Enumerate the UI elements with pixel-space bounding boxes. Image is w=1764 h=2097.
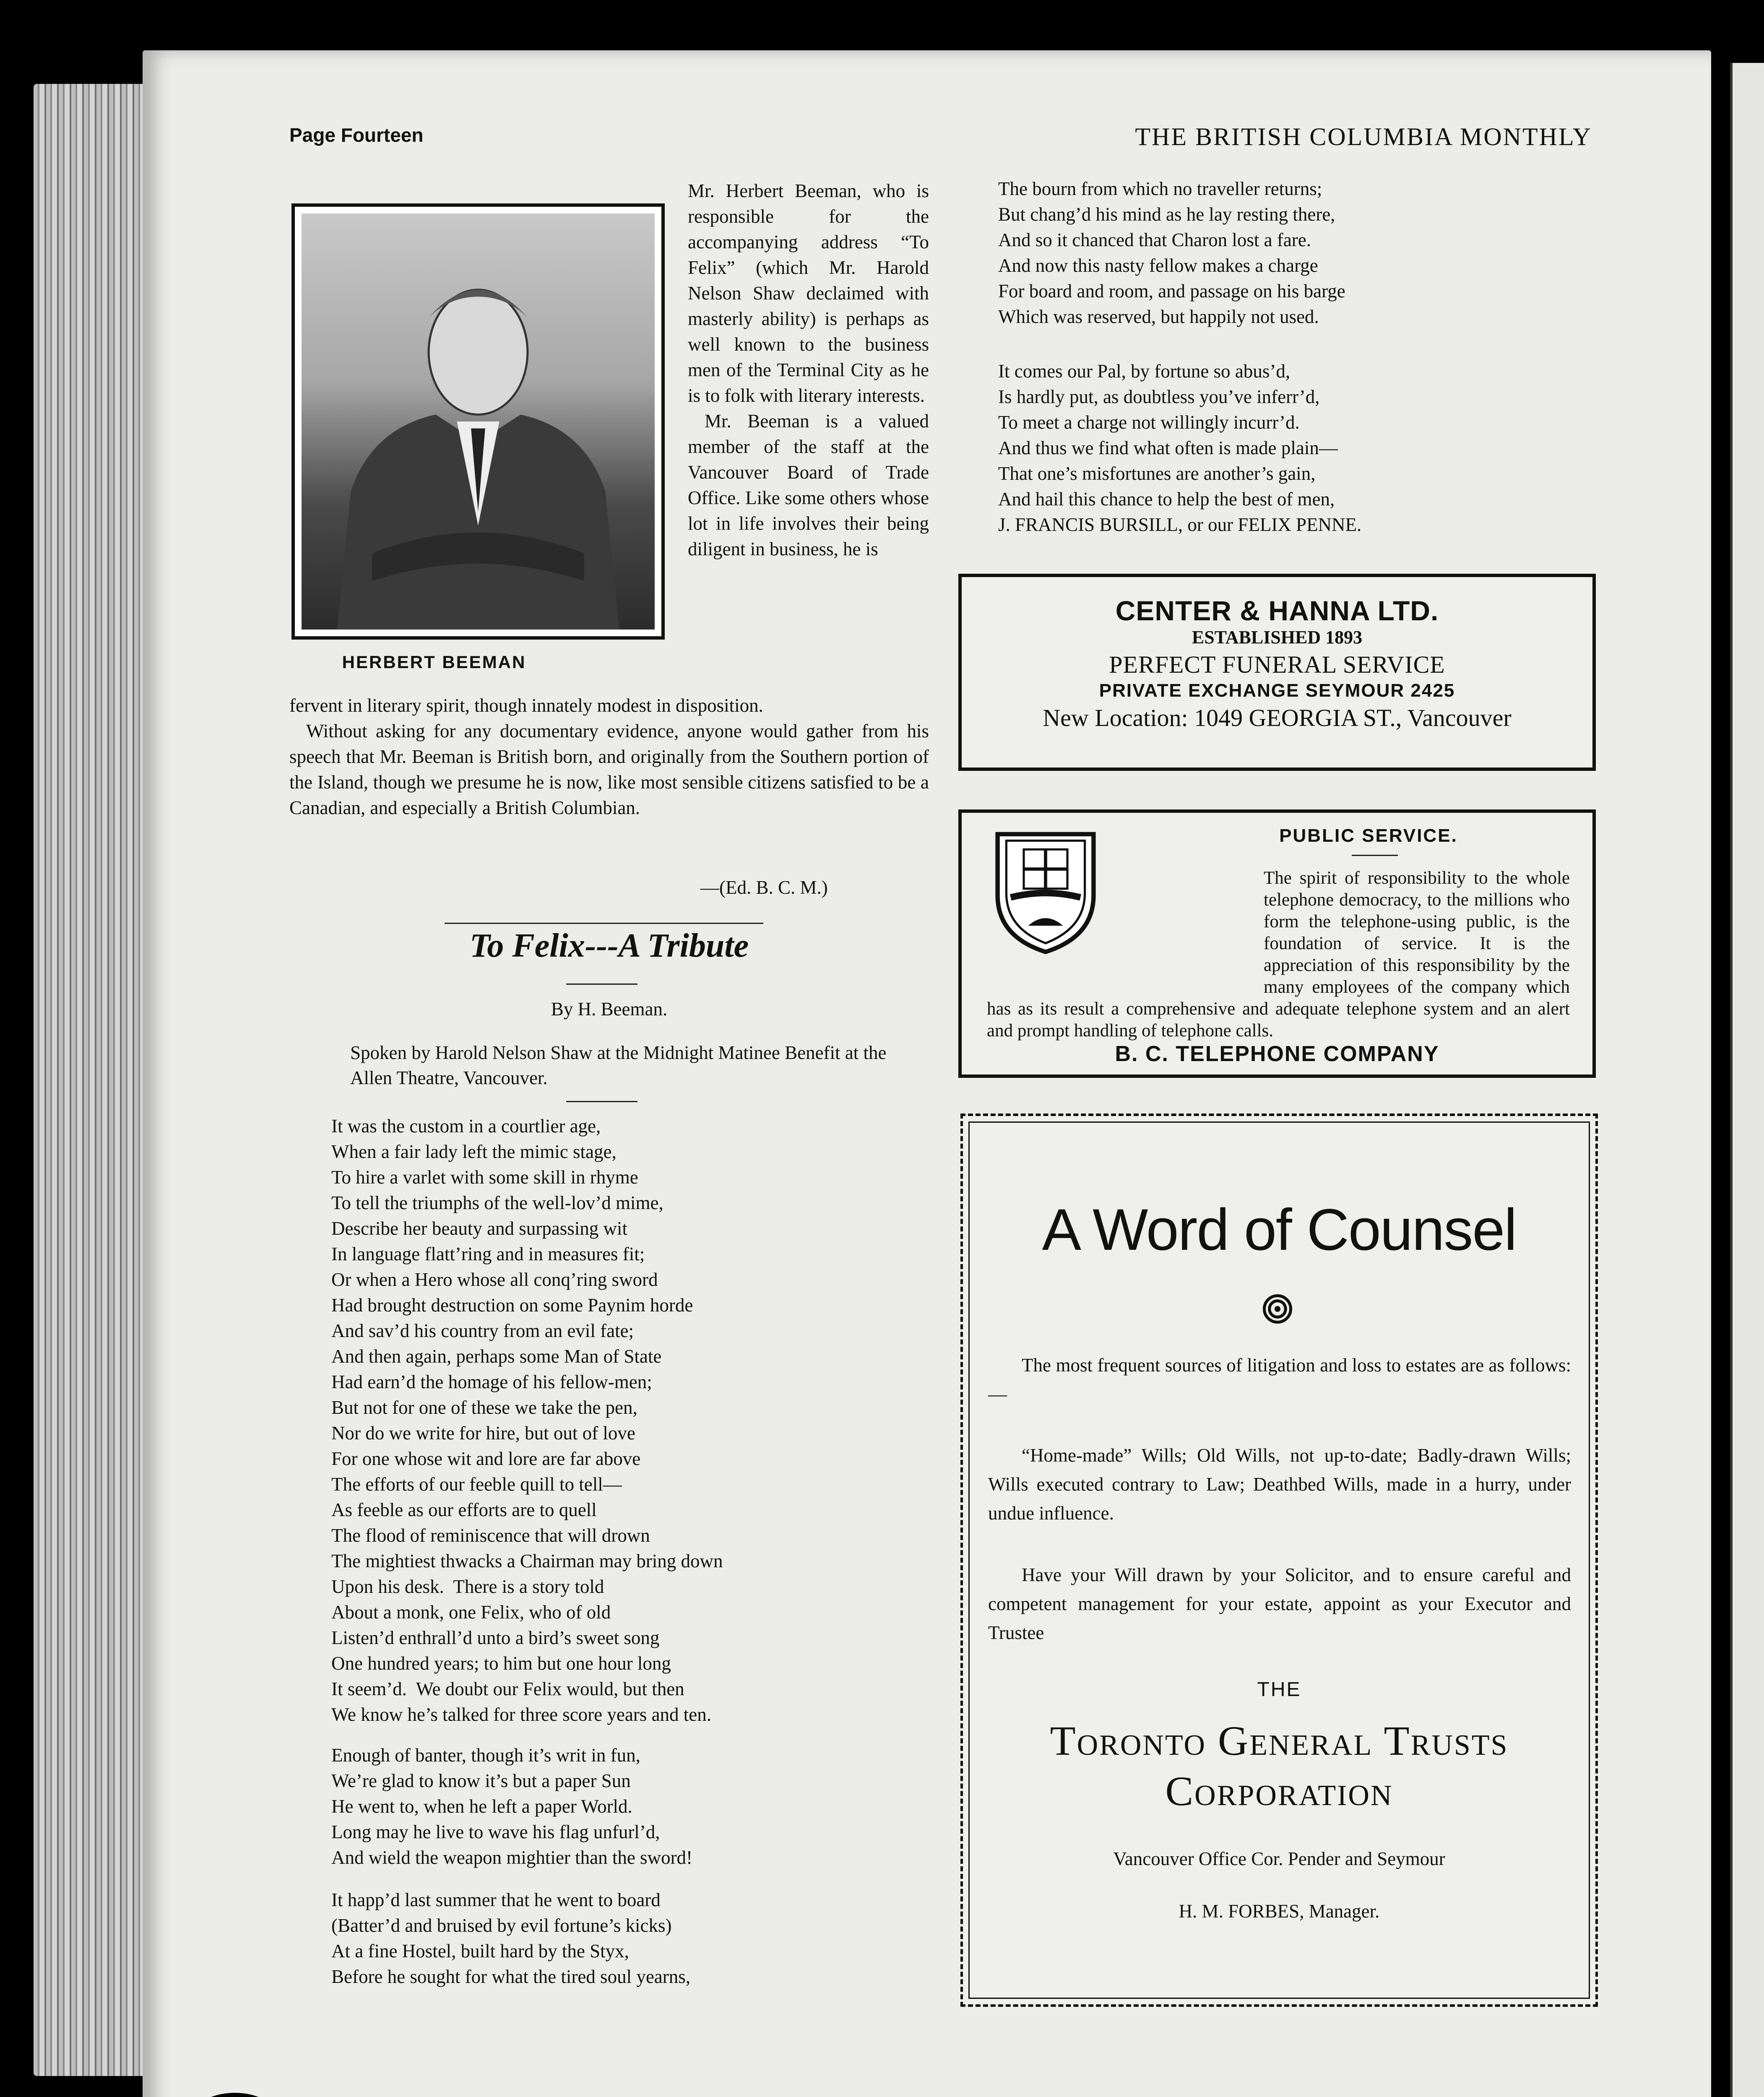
- page-number-label: Page Fourteen: [289, 124, 424, 146]
- intro-side-text: [688, 178, 929, 562]
- ad-trusts-office: Vancouver Office Cor. Pender and Seymour: [1113, 1848, 1445, 1869]
- intro-paragraph: Mr. Beeman is a valued member of the staff at the Vancouver Board of Trade Office. Like some others whose lot in life involves their being diligent in business, he is: [688, 411, 929, 559]
- poem-stanza: It comes our Pal, by fortune so abus’d, Is hardly put, as doubtless you’ve inferr’d, To meet a charge not willingly incurr’d. And thus we find what often is made plain— That one’s misfortunes are another’s gain, And hail this chance to help the best of men, J. FRANCIS BURSILL, or our FELIX PENNE.: [998, 361, 1362, 535]
- book-page-edges: [34, 84, 159, 2076]
- ad-established: ESTABLISHED 1893: [1192, 627, 1363, 648]
- ad-trusts-paragraph: The most frequent sources of litigation and loss to estates are as follows:—: [988, 1355, 1571, 1405]
- portrait-caption: HERBERT BEEMAN: [342, 652, 526, 672]
- section-divider: [445, 923, 763, 924]
- ad-trusts-paragraph: “Home-made” Wills; Old Wills, not up-to-date; Badly-drawn Wills; Wills executed contrary to Law; Deathbed Wills, made in a hurry, under undue influence.: [988, 1445, 1571, 1524]
- tribute-title: To Felix---A Tribute: [469, 927, 749, 964]
- ad-telephone-company: B. C. TELEPHONE COMPANY: [1115, 1042, 1439, 1066]
- magazine-title: THE BRITISH COLUMBIA MONTHLY: [1135, 123, 1592, 151]
- portrait-frame: [291, 203, 665, 640]
- ad-service: PERFECT FUNERAL SERVICE: [1109, 651, 1445, 678]
- heading-divider: [1352, 855, 1398, 856]
- poem-stanza: The bourn from which no traveller returns; But chang’d his mind as he lay resting there, And so it chanced that Charon lost a fare. And now this nasty fellow makes a charge For board and room, and passage on his barge Which was reserved, but happily not used.: [998, 178, 1345, 327]
- ad-exchange: PRIVATE EXCHANGE SEYMOUR 2425: [1099, 680, 1455, 701]
- ad-telephone-body-text: The spirit of responsibility to the whole telephone democracy, to the millions who form the telephone-using public, is the foundation of service. It is the appreciation of this responsibility by the many employees of the company which has as its result a comprehensive and adequate telephone system and an alert and prompt handling of telephone calls.: [987, 868, 1570, 1041]
- ad-telephone: [958, 809, 1596, 1078]
- poem-stanza: It happ’d last summer that he went to board (Batter’d and bruised by evil fortune’s kicks) At a fine Hostel, built hard by the Styx, Before he sought for what the tired soul yearns,: [331, 1889, 691, 1987]
- ad-trusts-the: THE: [1257, 1678, 1301, 1701]
- concentric-circle-ornament-icon: [1263, 1294, 1292, 1324]
- tribute-byline: By H. Beeman.: [551, 999, 668, 1020]
- spoken-divider: [566, 1101, 637, 1102]
- ad-trusts-paragraph: Have your Will drawn by your Solicitor, and to ensure careful and competent management for your estate, appoint as your Executor and Trustee: [988, 1564, 1571, 1643]
- intro-paragraph: fervent in literary spirit, though innately modest in disposition.: [289, 695, 763, 716]
- ad-center-hanna: [958, 574, 1596, 771]
- ad-trusts-title: A Word of Counsel: [1042, 1197, 1517, 1262]
- intro-paragraph: Without asking for any documentary evidence, anyone would gather from his speech that Mr. Beeman is British born, and originally from the Southern portion of the Island, though we presume he is now, like most sensible citizens satisfied to be a Canadian, and especially a British Columbian.: [289, 721, 929, 818]
- title-divider: [566, 983, 637, 985]
- ad-trusts-company: Toronto General Trusts Corporation: [1050, 1717, 1509, 1814]
- intro-full-text: [289, 693, 929, 821]
- editor-signature: —(Ed. B. C. M.): [700, 877, 828, 898]
- ad-telephone-body: [987, 867, 1570, 1042]
- tribute-spoken-note: Spoken by Harold Nelson Shaw at the Midnight Matinee Benefit at the Allen Theatre, Vancouver.: [350, 1042, 887, 1088]
- portrait-photo: [302, 213, 655, 630]
- ad-company-name: CENTER & HANNA LTD.: [1115, 595, 1439, 626]
- ad-trusts: [960, 1114, 1598, 2007]
- ad-location: New Location: 1049 GEORGIA ST., Vancouver: [1043, 704, 1512, 731]
- ad-telephone-heading: PUBLIC SERVICE.: [1279, 825, 1458, 846]
- ad-trusts-manager: H. M. FORBES, Manager.: [1179, 1901, 1380, 1922]
- poem-stanza: It was the custom in a courtlier age, When a fair lady left the mimic stage, To hire a varlet with some skill in rhyme To tell the triumphs of the well-lov’d mime, Describe her beauty and surpassing wit In language flatt’ring and in measures fit; Or when a Hero whose all conq’ring sword Had brought destruction on some Paynim horde And sav’d his country from an evil fate; And then again, perhaps some Man of State Had earn’d the homage of his fellow-men; But not for one of these we take the pen, Nor do we write for hire, but out of love For one whose wit and lore are far above The efforts of our feeble quill to tell— As feeble as our efforts are to quell The flood of reminiscence that will drown The mightiest thwacks a Chairman may bring down Upon his desk. There is a story told About a monk, one Felix, who of old Listen’d enthrall’d unto a bird’s sweet song One hundred years; to him but one hour long It seem’d. We doubt our Felix would, but then We know he’s talked for three score years and ten.: [331, 1116, 723, 1725]
- adjacent-page-edge: [1730, 63, 1764, 2097]
- poem-stanza: Enough of banter, though it’s writ in fun, We’re glad to know it’s but a paper Sun He went to, when he left a paper World. Long may he live to wave his flag unfurl’d, And wield the weapon mightier than the sword!: [331, 1745, 693, 1868]
- intro-paragraph: Mr. Herbert Beeman, who is responsible for the accompanying address “To Felix” (which Mr. Harold Nelson Shaw declaimed with masterly ability) is perhaps as well known to the business men of the Terminal City as he is to folk with literary interests.: [688, 180, 929, 406]
- portrait-figure-icon: [302, 213, 655, 630]
